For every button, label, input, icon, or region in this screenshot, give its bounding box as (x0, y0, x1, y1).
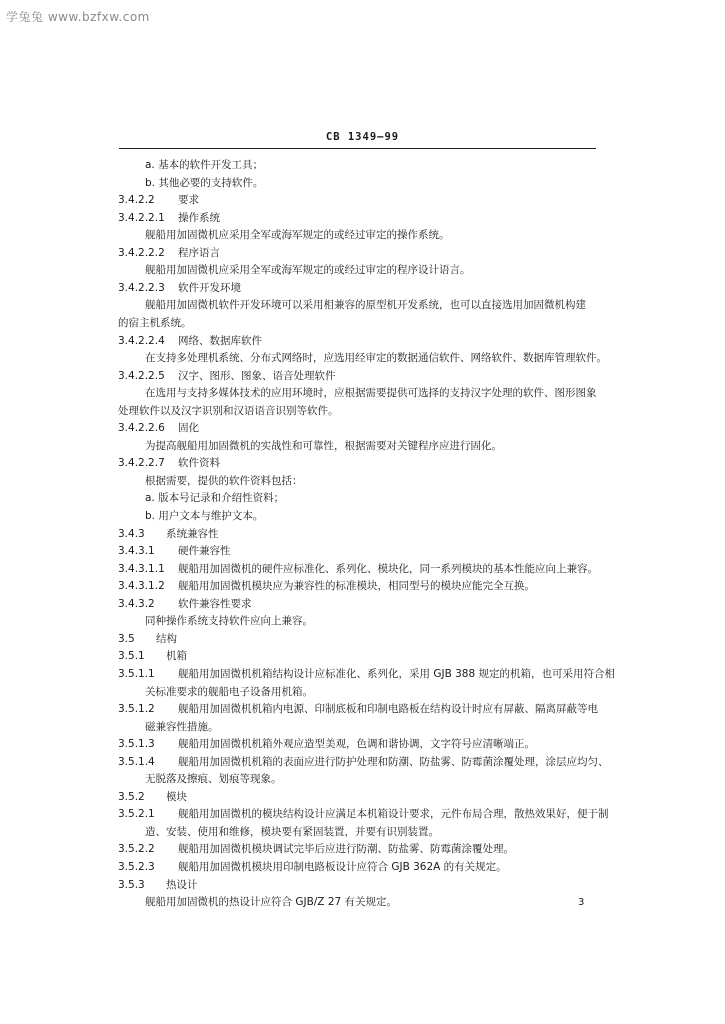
page-number: 3 (578, 897, 585, 908)
clause-number: 3.4.3 (118, 527, 145, 540)
section-line (118, 562, 598, 576)
clause-text: 软件兼容性要求 (178, 597, 252, 610)
section-line (118, 842, 514, 856)
paragraph-line (145, 685, 313, 699)
clause-text: 热设计 (166, 878, 198, 891)
header-rule (119, 148, 596, 149)
clause-text: 舰船用加固微机模块应为兼容性的标准模块，相同型号的模块应能完全互换。 (178, 580, 535, 593)
section-line (118, 702, 598, 716)
clause-number: 3.4.2.2.7 (118, 457, 165, 470)
section-line (118, 807, 609, 821)
section-line (118, 421, 199, 435)
clause-number: 3.5.2 (118, 790, 145, 803)
paragraph-line (145, 474, 303, 488)
clause-text: 软件资料 (178, 457, 220, 470)
clause-text: a. 版本号记录和介绍性资料； (145, 492, 285, 505)
clause-text: 固化 (178, 422, 199, 435)
clause-number: 3.5.2.2 (118, 843, 155, 856)
paragraph-line (145, 509, 263, 523)
section-line (118, 527, 219, 541)
paragraph-line (145, 298, 586, 312)
clause-text: 模块 (166, 790, 187, 803)
paragraph-line (145, 386, 597, 400)
clause-text: 处理软件以及汉字识别和汉语语音识别等软件。 (118, 404, 339, 417)
clause-number: 3.5.1 (118, 650, 145, 663)
section-line (118, 737, 535, 751)
clause-text: 操作系统 (178, 211, 220, 224)
clause-text: 舰船用加固微机模块用印制电路板设计应符合 GJB 362A 的有关规定。 (178, 861, 507, 873)
clause-number: 3.4.2.2.5 (118, 369, 165, 382)
clause-text: 汉字、图形、图象、语音处理软件 (178, 369, 336, 382)
clause-number: 3.5.3 (118, 878, 145, 891)
section-line (118, 579, 535, 593)
clause-number: 3.5.1.3 (118, 738, 155, 751)
clause-text: 的宿主机系统。 (118, 316, 192, 329)
clause-text: 根据需要，提供的软件资料包括： (145, 474, 303, 487)
paragraph-line (145, 772, 282, 786)
clause-number: 3.4.3.2 (118, 597, 155, 610)
clause-text: 舰船用加固微机机箱内电源、印制底板和印制电路板在结构设计时应有屏蔽、隔离屏蔽等电 (178, 703, 598, 716)
section-line (118, 790, 187, 804)
paragraph-line (145, 439, 502, 453)
section-line (118, 667, 615, 681)
watermark: 学兔兔 www.bzfxw.com (6, 10, 150, 24)
clause-text: 舰船用加固微机机箱结构设计应标准化、系列化，采用 GJB 388 规定的机箱，也可采用符合相 (178, 667, 615, 680)
clause-text: b. 其他必要的支持软件。 (145, 176, 264, 189)
clause-text: 磁兼容性措施。 (145, 720, 219, 733)
clause-number: 3.5.1.1 (118, 667, 155, 680)
clause-text: 舰船用加固微机模块调试完毕后应进行防潮、防盐雾、防霉菌涂覆处理。 (178, 843, 514, 856)
paragraph-line (145, 176, 263, 190)
clause-text: 软件开发环境 (178, 281, 241, 294)
clause-text: 舰船用加固微机机箱外观应造型美观，色调和谐协调，文字符号应清晰端正。 (178, 738, 535, 751)
section-line (118, 246, 220, 260)
clause-text: 关标准要求的舰船电子设备用机箱。 (145, 685, 313, 698)
clause-text: 结构 (156, 632, 177, 645)
paragraph-line (145, 158, 263, 172)
clause-text: 无脱落及擦痕、划痕等现象。 (145, 773, 282, 786)
clause-number: 3.4.3.1.1 (118, 562, 165, 575)
paragraph-line (145, 825, 439, 839)
clause-text: 舰船用加固微机的热设计应符合 GJB/Z 27 有关规定。 (145, 896, 398, 909)
clause-text: a. 基本的软件开发工具； (145, 159, 264, 171)
clause-text: 系统兼容性 (166, 527, 219, 540)
clause-text: 同种操作系统支持软件应向上兼容。 (145, 615, 313, 628)
clause-text: 舰船用加固微机应采用全军或海军规定的或经过审定的程序设计语言。 (145, 264, 471, 277)
paragraph-line (145, 720, 219, 734)
paragraph-line (145, 491, 284, 505)
clause-text: 程序语言 (178, 246, 220, 259)
clause-text: 机箱 (166, 650, 187, 663)
clause-number: 3.4.2.2.3 (118, 281, 165, 294)
clause-text: 舰船用加固微机的硬件应标准化、系列化、模块化，同一系列模块的基本性能应向上兼容。 (178, 562, 598, 575)
paragraph-line (118, 316, 192, 330)
clause-number: 3.4.2.2.1 (118, 211, 165, 224)
clause-number: 3.4.2.2.6 (118, 422, 165, 435)
clause-text: 要求 (178, 194, 199, 207)
clause-number: 3.5 (118, 632, 135, 645)
clause-number: 3.4.2.2 (118, 194, 155, 207)
clause-text: 舰船用加固微机机箱的表面应进行防护处理和防潮、防盐雾、防霉菌涂覆处理，涂层应均匀、 (178, 755, 609, 768)
clause-text: 舰船用加固微机软件开发环境可以采用相兼容的原型机开发系统，也可以直接选用加固微机构建 (145, 299, 586, 312)
clause-number: 3.4.2.2.2 (118, 246, 165, 259)
section-line (118, 597, 252, 611)
clause-text: 舰船用加固微机应采用全军或海军规定的或经过审定的操作系统。 (145, 229, 450, 242)
section-line (118, 211, 220, 225)
section-line (118, 456, 220, 470)
section-line (118, 334, 262, 348)
paragraph-line (145, 351, 607, 365)
clause-text: 造、安装、使用和维修，模块要有紧固装置，并要有识别装置。 (145, 825, 439, 838)
paragraph-line (145, 614, 313, 628)
clause-text: 在支持多处理机系统、分布式网络时，应选用经审定的数据通信软件、网络软件、数据库管理软件。 (145, 352, 607, 365)
paragraph-line (145, 895, 397, 909)
paragraph-line (145, 263, 471, 277)
clause-number: 3.4.3.1.2 (118, 580, 165, 593)
clause-number: 3.4.3.1 (118, 545, 155, 558)
clause-number: 3.5.1.2 (118, 703, 155, 716)
clause-number: 3.5.2.1 (118, 808, 155, 821)
section-line (118, 755, 609, 769)
paragraph-line (118, 404, 339, 418)
clause-text: 在选用与支持多媒体技术的应用环境时，应根据需要提供可选择的支持汉字处理的软件、图形图象 (145, 387, 597, 400)
section-line (118, 281, 241, 295)
section-line (118, 632, 177, 646)
section-line (118, 878, 198, 892)
section-line (118, 860, 507, 874)
clause-text: 网络、数据库软件 (178, 334, 262, 347)
clause-text: b. 用户文本与维护文本。 (145, 510, 264, 522)
clause-text: 硬件兼容性 (178, 545, 231, 558)
section-line (118, 649, 187, 663)
clause-text: 舰船用加固微机的模块结构设计应满足本机箱设计要求，元件布局合理，散热效果好，便于制 (178, 808, 609, 821)
clause-number: 3.4.2.2.4 (118, 334, 165, 347)
section-line (118, 544, 231, 558)
clause-text: 为提高舰船用加固微机的实战性和可靠性，根据需要对关键程序应进行固化。 (145, 439, 502, 452)
paragraph-line (145, 228, 450, 242)
clause-number: 3.5.2.3 (118, 861, 155, 873)
clause-number: 3.5.1.4 (118, 755, 155, 768)
section-line (118, 193, 199, 207)
standard-code-header: CB 1349—99 (325, 131, 400, 143)
section-line (118, 369, 336, 383)
